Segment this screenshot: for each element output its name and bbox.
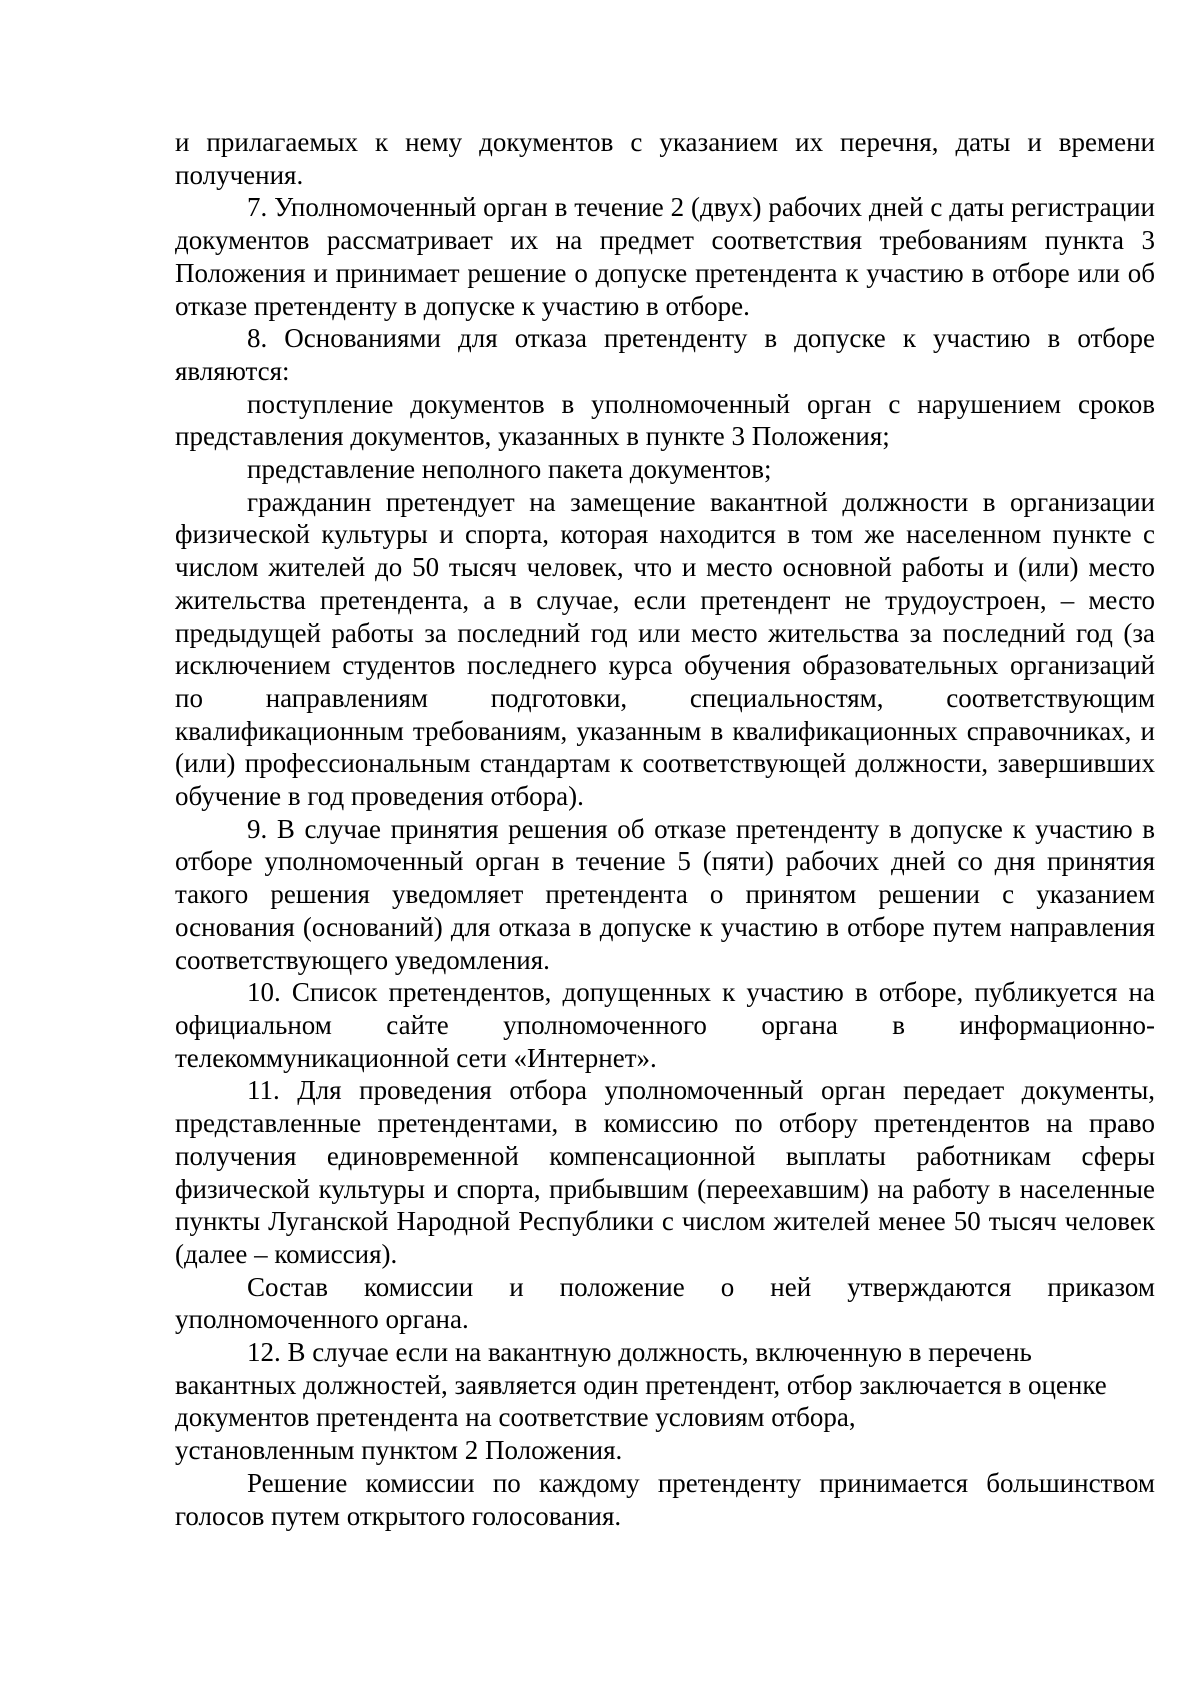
paragraph-8-item-1: поступление документов в уполномоченный орган с нарушением сроков представления документов, указанных в пункте 3 Положения; — [175, 388, 1155, 452]
paragraph-10: 10. Список претендентов, допущенных к участию в отборе, публикуется на официальном сайте уполномоченного органа в информационно-телекоммуникационной сети «Интернет». — [175, 977, 1155, 1073]
paragraph-7: 7. Уполномоченный орган в течение 2 (двух) рабочих дней с даты регистрации документов рассматривает их на предмет соответствия требованиям пункта 3 Положения и принимает решение о допуске претендента к участию в отборе или об отказе претенденту в допуске к участию в отборе. — [175, 192, 1155, 321]
paragraph-8-item-3: гражданин претендует на замещение вакантной должности в организации физической культуры и спорта, которая находится в том же населенном пункте с числом жителей до 50 тысяч человек, что и место основной работы и (или) место жительства претендента, а в случае, если претендент не трудоустроен, – место предыдущей работы за последний год или место жительства за последний год (за исключением студентов последнего курса обучения образовательных организаций по направлениям подготовки, специальностям, соответствующим квалификационным требованиям, указанным в квалификационных справочниках, и (или) профессиональным стандартам к соответствующей должности, завершивших обучение в год проведения отбора). — [175, 486, 1155, 812]
paragraph-8-item-2: представление неполного пакета документов; — [247, 454, 772, 485]
paragraph-12: 12. В случае если на вакантную должность, включенную в перечень вакантных должностей, заявляется один претендент, отбор заключается в оценке документов претендента на соответствие условиям отбора, — [175, 1337, 1107, 1433]
paragraph-continuation: и прилагаемых к нему документов с указанием их перечня, даты и времени получения. — [175, 127, 1155, 190]
document-body — [175, 126, 1155, 1532]
paragraph-8: 8. Основаниями для отказа претенденту в допуске к участию в отборе являются: — [175, 323, 1155, 386]
paragraph-12-continuation: установленным пунктом 2 Положения. — [175, 1435, 623, 1466]
paragraph-9: 9. В случае принятия решения об отказе претенденту в допуске к участию в отборе уполномоченный орган в течение 5 (пяти) рабочих дней со дня принятия такого решения уведомляет претендента о принятом решении с указанием основания (оснований) для отказа в допуске к участию в отборе путем направления соответствующего уведомления. — [175, 813, 1155, 975]
paragraph-11-commission: Состав комиссии и положение о ней утверждаются приказом уполномоченного органа. — [175, 1271, 1155, 1335]
paragraph-12-decision: Решение комиссии по каждому претенденту принимается большинством голосов путем открытого голосования. — [175, 1467, 1155, 1531]
paragraph-11: 11. Для проведения отбора уполномоченный орган передает документы, представленные претендентами, в комиссию по отбору претендентов на право получения единовременной компенсационной выплаты работникам сферы физической культуры и спорта, прибывшим (переехавшим) на работу в населенные пункты Луганской Народной Республики с числом жителей менее 50 тысяч человек (далее – комиссия). — [175, 1075, 1155, 1269]
